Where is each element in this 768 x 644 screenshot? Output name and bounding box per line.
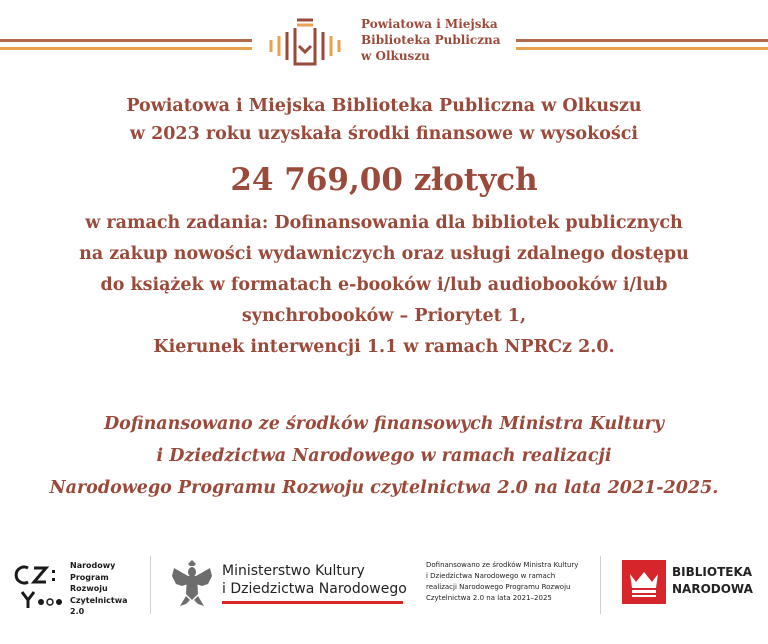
funding-statement	[0, 408, 768, 504]
nprcz-line: Czytelnictwa	[70, 595, 128, 605]
funding-amount: 24 769,00 złotych	[230, 162, 538, 198]
funding-line: Dofinansowano ze środków finansowych Ministra Kultury	[104, 414, 664, 434]
nprcz-logo-text	[70, 560, 128, 618]
ministry-name	[222, 562, 407, 598]
header-stripe-right-bottom	[516, 47, 768, 50]
intro-line: Powiatowa i Miejska Biblioteka Publiczna w Olkuszu	[126, 96, 642, 116]
bn-line: NARODOWA	[672, 582, 753, 596]
task-line: w ramach zadania: Dofinansowania dla bibliotek publicznych	[85, 213, 683, 233]
note-line: Dofinansowano ze środków Ministra Kultury	[426, 561, 579, 569]
nprcz-line: Program	[70, 572, 109, 582]
nprcz-line: Narodowy	[70, 561, 116, 570]
sponsor-footer	[0, 548, 768, 638]
funding-line: Narodowego Programu Rozwoju czytelnictwa 2.0 na lata 2021-2025.	[49, 478, 719, 498]
footer-divider	[150, 556, 151, 614]
logo-line: w Olkuszu	[361, 49, 430, 63]
announcement-body	[0, 92, 768, 363]
task-line: Kierunek interwencji 1.1 w ramach NPRCz 2.0.	[153, 337, 615, 357]
library-logo-text	[361, 16, 501, 64]
ministry-line: Ministerstwo Kultury	[222, 563, 365, 579]
funding-line: i Dziedzictwa Narodowego w ramach realizacji	[156, 446, 612, 466]
national-library-name	[672, 564, 753, 598]
note-line: Czytelnictwa 2.0 na lata 2021–2025	[426, 594, 552, 602]
logo-line: Powiatowa i Miejska	[361, 17, 498, 31]
nprcz-line: Rozwoju	[70, 584, 108, 593]
national-library-logo	[622, 560, 666, 604]
task-line: do książek w formatach e-booków i/lub audiobooków i/lub	[100, 275, 668, 295]
page-header	[0, 0, 768, 80]
ministry-line: i Dziedzictwa Narodowego	[222, 581, 407, 597]
nprcz-logo-icon	[14, 562, 64, 610]
note-line: i Dziedzictwa Narodowego w ramach	[426, 572, 556, 580]
intro-line: w 2023 roku uzyskała środki finansowe w wysokości	[129, 124, 639, 144]
crown-icon	[622, 560, 666, 604]
footer-divider	[600, 556, 601, 614]
ministry-underline	[222, 601, 403, 604]
nprcz-line: 2.0	[70, 607, 85, 616]
polish-eagle-icon	[170, 558, 214, 610]
funding-note	[426, 560, 578, 604]
library-logo-icon	[265, 18, 345, 68]
logo-line: Biblioteka Publiczna	[361, 33, 501, 47]
header-stripe-left-bottom	[0, 47, 252, 50]
note-line: realizacji Narodowego Programu Rozwoju	[426, 583, 571, 591]
header-stripe-left-top	[0, 39, 252, 42]
header-stripe-right-top	[516, 39, 768, 42]
bn-line: BIBLIOTEKA	[672, 565, 753, 579]
task-line: na zakup nowości wydawniczych oraz usługi zdalnego dostępu	[79, 244, 689, 264]
task-line: synchrobooków – Priorytet 1,	[241, 306, 527, 326]
